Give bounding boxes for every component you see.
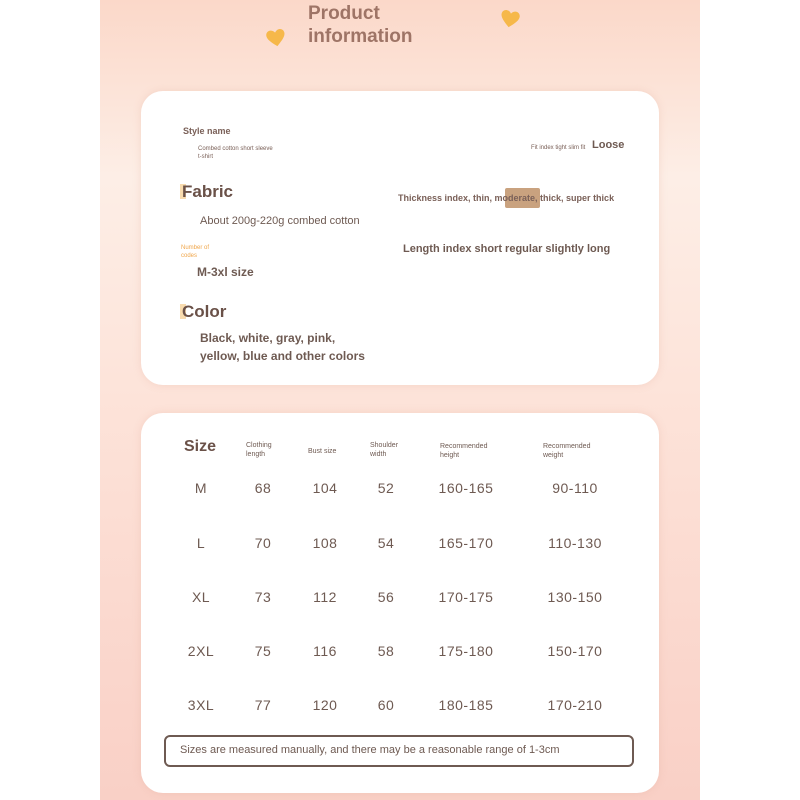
fit-index-label: Fit index tight slim fit	[531, 145, 586, 151]
color-value	[200, 329, 365, 365]
style-name-label: Style name	[183, 126, 231, 136]
fabric-value: About 200g-220g combed cotton	[200, 215, 360, 227]
size-heading: Size	[184, 438, 217, 455]
sizes-label-line-1: Number of	[181, 245, 210, 251]
header-line-2: weight	[543, 452, 564, 459]
table-cell: 58	[377, 643, 395, 659]
column-header-weight	[543, 442, 590, 460]
table-cell: 120	[312, 697, 338, 713]
table-cell: 130-150	[547, 589, 603, 605]
table-cell: 2XL	[187, 643, 215, 659]
column-header-bust	[308, 447, 336, 456]
table-cell: 75	[254, 643, 272, 659]
table-cell: 116	[313, 643, 337, 659]
column-header-length	[246, 441, 272, 459]
page-title	[308, 2, 413, 48]
table-cell: 52	[377, 480, 395, 496]
table-cell: 110-130	[548, 535, 602, 551]
table-cell: 73	[254, 589, 272, 605]
color-value-line-2: yellow, blue and other colors	[200, 349, 365, 363]
style-value-line-2: t-shirt	[198, 154, 213, 160]
fabric-heading: Fabric	[182, 182, 234, 201]
table-cell: 175-180	[438, 643, 494, 659]
header-line-1: Recommended	[440, 443, 488, 450]
header-line-1: Recommended	[543, 443, 591, 450]
style-name-value	[198, 145, 273, 161]
table-cell: 180-185	[438, 697, 494, 713]
table-cell: 60	[377, 697, 395, 713]
title-line-1: Product	[308, 3, 380, 24]
table-cell: M	[194, 480, 208, 496]
title-line-2: information	[308, 26, 413, 47]
table-cell: 70	[254, 535, 272, 551]
heart-icon	[263, 25, 288, 50]
table-cell: 150-170	[547, 643, 603, 659]
table-cell: 77	[254, 697, 272, 713]
table-cell: 160-165	[438, 480, 494, 496]
heart-icon	[497, 6, 522, 31]
color-value-line-1: Black, white, gray, pink,	[200, 331, 336, 345]
style-value-line-1: Combed cotton short sleeve	[198, 146, 273, 152]
header-line-2: height	[440, 452, 460, 459]
length-index: Length index short regular slightly long	[403, 243, 611, 255]
header-line-1: Clothing	[246, 442, 272, 449]
table-cell: 68	[254, 480, 272, 496]
table-cell: 56	[377, 589, 395, 605]
fit-value: Loose	[592, 139, 625, 151]
table-cell: 90-110	[552, 480, 598, 496]
size-note: Sizes are measured manually, and there may be a reasonable range of 1-3cm	[180, 744, 560, 756]
table-cell: 165-170	[438, 535, 494, 551]
table-cell: 3XL	[187, 697, 215, 713]
header-line-2: width	[370, 451, 387, 458]
table-cell: 54	[377, 535, 395, 551]
sizes-value: M-3xl size	[197, 265, 254, 279]
table-cell: L	[196, 535, 206, 551]
table-cell: 104	[312, 480, 338, 496]
header-line-1: Bust size	[308, 448, 337, 455]
header-line-1: Shoulder	[370, 442, 399, 449]
header-line-2: length	[246, 451, 266, 458]
column-header-height	[440, 442, 487, 460]
sizes-label-line-2: codes	[181, 253, 198, 259]
color-heading: Color	[182, 302, 227, 321]
column-header-shoulder	[370, 441, 398, 459]
table-cell: 108	[312, 535, 338, 551]
thickness-suffix: , thick, super thick	[535, 193, 615, 203]
table-cell: 170-210	[547, 697, 603, 713]
thickness-prefix: Thickness index, thin,	[398, 193, 495, 203]
thickness-index	[398, 193, 614, 203]
sizes-label	[181, 244, 209, 260]
table-cell: 112	[313, 589, 337, 605]
thickness-selected: moderate	[494, 193, 536, 203]
table-cell: 170-175	[438, 589, 494, 605]
table-cell: XL	[191, 589, 211, 605]
